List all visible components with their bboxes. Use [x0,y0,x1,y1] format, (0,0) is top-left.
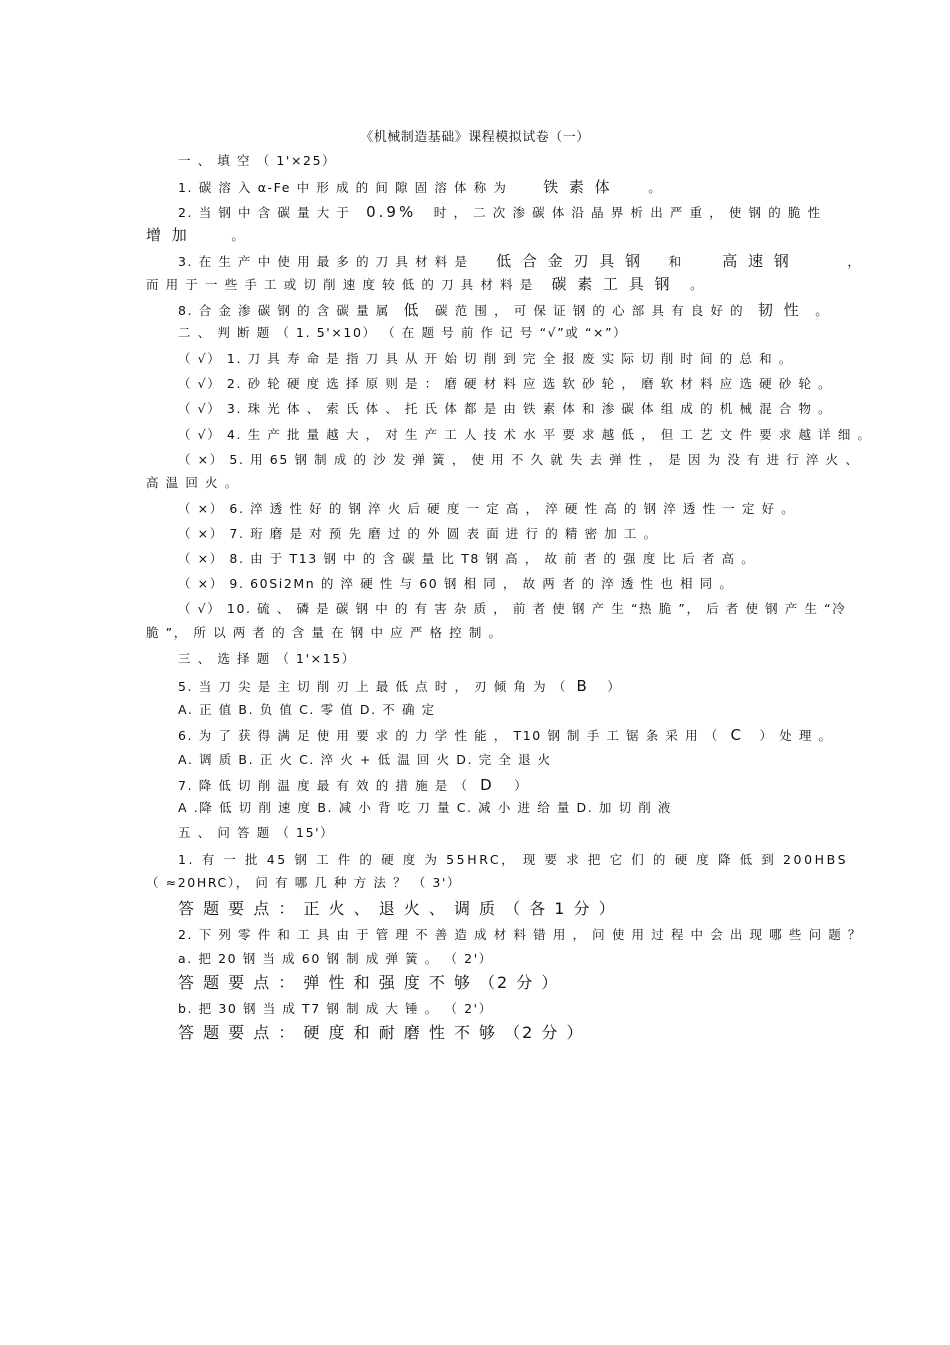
choice-5-options: A. 正 值 B. 负 值 C. 零 值 D. 不 确 定 [178,702,436,717]
tf-item: （ ×） 5. 用 65 钢 制 成 的 沙 发 弹 簧 ， 使 用 不 久 就 失 去 弹 性 ， 是 因 为 没 有 进 行 淬 火 、 [178,452,860,467]
tf-item: （ ×） 9. 60Si2Mn 的 淬 硬 性 与 60 钢 相 同 ， 故 两 者 的 淬 透 性 也 相 同 。 [178,576,734,591]
exam-title: 《机械制造基础》课程模拟试卷（一） [360,130,590,145]
qa-1-cont: （ ≈20HRC）， 问 有 哪 几 种 方 法 ？ （ 3'） [146,875,462,890]
qa-2b-answer: 答 题 要 点 ： 硬 度 和 耐 磨 性 不 够 （2 分 ） [178,1023,585,1042]
question-text: 碳 范 围 ， 可 保 证 钢 的 心 部 具 有 良 好 的 [435,303,745,318]
tf-item: （ √） 10. 硫 、 磷 是 碳 钢 中 的 有 害 杂 质 ， 前 者 使 钢 产 生 “热 脆 ”， 后 者 使 钢 产 生 “冷 [178,601,847,616]
question-text: 6. 为 了 获 得 满 足 使 用 要 求 的 力 学 性 能 ， T10 钢 制 手 工 锯 条 采 用 （ [178,728,719,743]
answer: B [576,677,590,695]
choice-5 [178,677,838,696]
tf-item: （ √） 3. 珠 光 体 、 索 氏 体 、 托 氏 体 都 是 由 铁 素 体 和 渗 碳 体 组 成 的 机 械 混 合 物 。 [178,401,833,416]
tf-item: （ √） 4. 生 产 批 量 越 大 ， 对 生 产 工 人 技 术 水 平 要 求 越 低 ， 但 工 艺 文 件 要 求 越 详 细 。 [178,427,872,442]
qa-2a: a. 把 20 钢 当 成 60 钢 制 成 弹 簧 。 （ 2'） [178,951,493,966]
choice-7 [178,776,838,795]
answer: 韧 性 [757,301,802,319]
answer: 0.9% [366,203,417,221]
answer: 低 合 金 刃 具 钢 [496,252,643,270]
question-text: 5. 当 刀 尖 是 主 切 削 刃 上 最 低 点 时 ， 刃 倾 角 为 （ [178,679,567,694]
question-text: 时 ， 二 次 渗 碳 体 沿 晶 界 析 出 严 重 ， 使 钢 的 脆 性 [433,205,822,220]
question-text: 7. 降 低 切 削 温 度 最 有 效 的 措 施 是 （ [178,778,469,793]
section-fill-blank-heading: 一 、 填 空 （ 1'×25） [178,153,337,168]
question-2 [178,203,838,222]
question-3 [178,252,862,271]
choice-7-options: A .降 低 切 削 速 度 B. 减 小 背 吃 刀 量 C. 减 小 进 给 量 D. 加 切 削 液 [178,800,673,815]
qa-2b: b. 把 30 钢 当 成 T7 钢 制 成 大 锤 。 （ 2'） [178,1001,493,1016]
qa-2: 2. 下 列 零 件 和 工 具 由 于 管 理 不 善 造 成 材 料 错 用 ， 问 使 用 过 程 中 会 出 现 哪 些 问 题 ？ [178,927,863,942]
question-text: ， [847,254,862,269]
question-text: 。 [231,228,246,243]
question-8 [178,301,838,320]
question-2-cont [146,226,806,245]
tf-item-cont: 脆 ”， 所 以 两 者 的 含 量 在 钢 中 应 严 格 控 制 。 [146,625,503,640]
question-text: ） [607,679,622,694]
question-1 [178,178,838,197]
choice-6 [178,726,838,745]
qa-2a-answer: 答 题 要 点 ： 弹 性 和 强 度 不 够 （2 分 ） [178,973,560,992]
question-text: 2. 当 钢 中 含 碳 量 大 于 [178,205,351,220]
tf-item-cont: 高 温 回 火 。 [146,475,239,490]
answer: 碳 素 工 具 钢 [551,275,673,293]
question-text: ） [514,778,529,793]
question-text: 而 用 于 一 些 手 工 或 切 削 速 度 较 低 的 刀 具 材 料 是 [146,277,534,292]
answer: 高 速 钢 [722,252,792,270]
section-choice-heading: 三 、 选 择 题 （ 1'×15） [178,651,356,666]
qa-1: 1. 有 一 批 45 钢 工 件 的 硬 度 为 55HRC， 现 要 求 把 它 们 的 硬 度 降 低 到 200HBS [178,852,849,867]
question-text: 1. 碳 溶 入 α-Fe 中 形 成 的 间 隙 固 溶 体 称 为 [178,180,508,195]
answer: C [730,726,744,744]
tf-item: （ ×） 6. 淬 透 性 好 的 钢 淬 火 后 硬 度 一 定 高 ， 淬 硬 性 高 的 钢 淬 透 性 一 定 好 。 [178,501,796,516]
choice-6-options: A. 调 质 B. 正 火 C. 淬 火 + 低 温 回 火 D. 完 全 退 火 [178,752,552,767]
question-text: 8. 合 金 渗 碳 钢 的 含 碳 量 属 [178,303,390,318]
question-text: 。 [690,277,705,292]
answer: D [480,776,495,794]
question-text: 。 [648,180,663,195]
question-text: 3. 在 生 产 中 使 用 最 多 的 刀 具 材 料 是 [178,254,469,269]
question-text: 和 [668,254,683,269]
question-text: 。 [815,303,830,318]
question-text: ） 处 理 。 [759,728,833,743]
tf-item: （ ×） 8. 由 于 T13 钢 中 的 含 碳 量 比 T8 钢 高 ， 故 前 者 的 强 度 比 后 者 高 。 [178,551,756,566]
qa-1-answer: 答 题 要 点 ： 正 火 、 退 火 、 调 质 （ 各 1 分 ） [178,899,617,918]
answer: 低 [403,301,422,319]
answer: 铁 素 体 [543,178,613,196]
tf-item: （ √） 1. 刀 具 寿 命 是 指 刀 具 从 开 始 切 削 到 完 全 报 废 实 际 切 削 时 间 的 总 和 。 [178,351,793,366]
section-true-false-heading: 二 、 判 断 题 （ 1. 5'×10） （ 在 题 号 前 作 记 号 “√”或 “×”） [178,325,628,340]
tf-item: （ √） 2. 砂 轮 硬 度 选 择 原 则 是 ： 磨 硬 材 料 应 选 软 砂 轮 ， 磨 软 材 料 应 选 硬 砂 轮 。 [178,376,833,391]
tf-item: （ ×） 7. 珩 磨 是 对 预 先 磨 过 的 外 圆 表 面 进 行 的 精 密 加 工 。 [178,526,658,541]
section-qa-heading: 五 、 问 答 题 （ 15'） [178,825,335,840]
answer: 增 加 [146,226,190,244]
question-3-cont [146,275,806,294]
